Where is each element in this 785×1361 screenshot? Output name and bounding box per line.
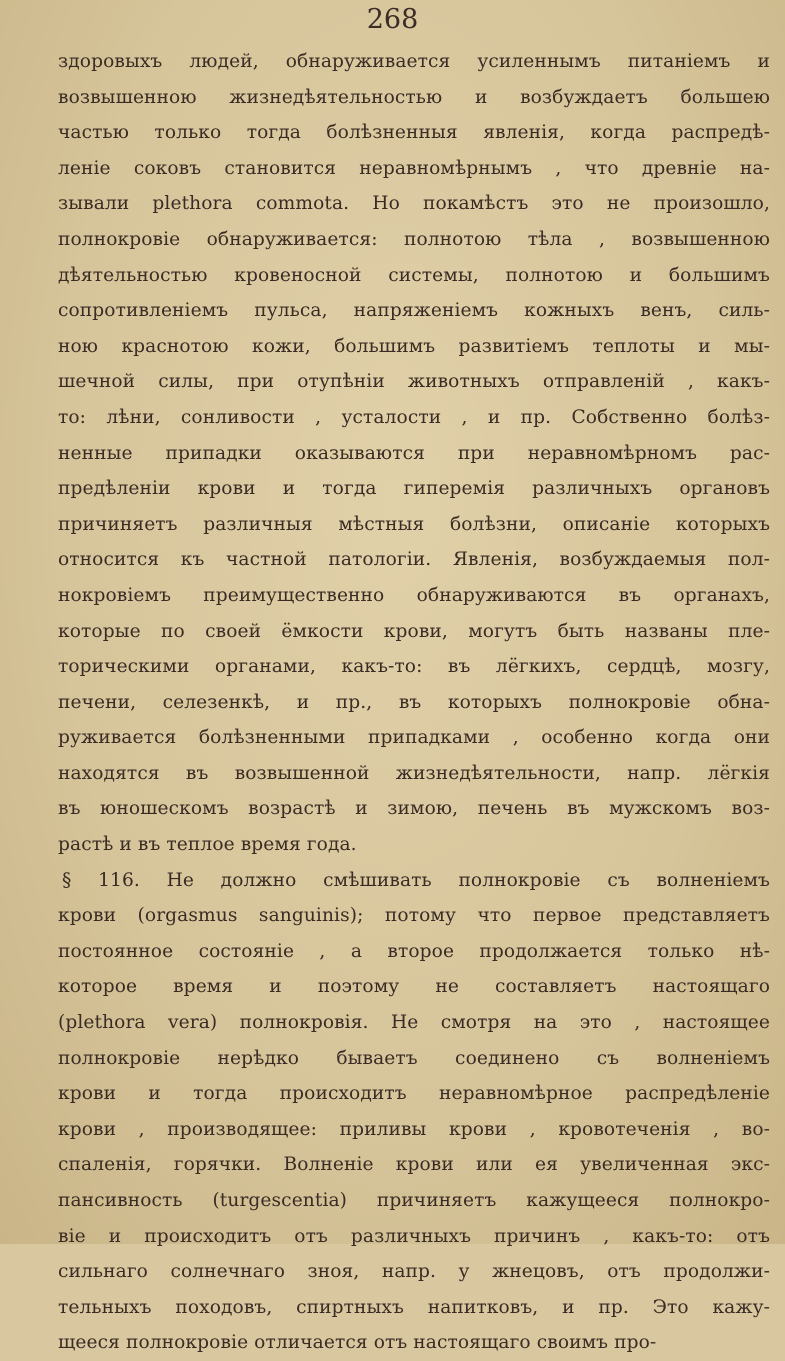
text-line: вiе и происходитъ отъ различныхъ причинъ , какъ-то: отъ [58,1225,770,1247]
text-line: печени, селезенкѣ, и пр., въ которыхъ полнокровiе обна- [58,691,770,713]
text-line: крови , производящее: приливы крови , кровотеченiя , во- [58,1118,770,1140]
text-line: руживается болѣзненными припадками , особенно когда они [58,727,770,749]
text-line: находятся въ возвышенной жизнедѣятельности, напр. лёгкiя [58,762,770,784]
text-line: сильнаго солнечнаго зноя, напр. у жнецовъ, отъ продолжи- [58,1261,770,1283]
text-line: въ юношескомъ возрастѣ и зимою, печень въ мужскомъ воз- [58,798,770,820]
text-line: § 116. Не должно смѣшивать полнокровiе съ волненiемъ [62,869,770,891]
text-line: шечной силы, при отупѣнiи животныхъ отправленiй , какъ- [58,371,770,393]
text-line: ленiе соковъ становится неравномѣрнымъ , что древнiе на- [58,157,770,179]
text-line: постоянное состоянiе , а второе продолжается только нѣ- [58,940,770,962]
text-line: щееся полнокровiе отличается отъ настоящаго своимъ про- [58,1332,657,1354]
text-line: которые по своей ёмкости крови, могутъ быть названы пле- [58,620,770,642]
text-line: крови (orgasmus sanguinis); потому что первое представляетъ [58,905,770,927]
text-line: торическими органами, какъ-то: въ лёгкихъ, сердцѣ, мозгу, [58,656,770,678]
text-line: здоровыхъ людей, обнаруживается усиленнымъ питанiемъ и [58,51,770,72]
text-line: тельныхъ походовъ, спиртныхъ напитковъ, и пр. Это кажу- [58,1296,770,1318]
text-line: крови и тогда происходитъ неравномѣрное распредѣленiе [58,1083,770,1105]
text-line: нокровiемъ преимущественно обнаруживаются въ органахъ, [58,584,770,606]
page-number: 268 [366,4,419,35]
text-line: относится къ частной патологiи. Явленiя, возбуждаемыя пол- [58,549,770,571]
text-line: возвышенною жизнедѣятельностью и возбуждаетъ большею [58,86,770,108]
text-line: причиняетъ различныя мѣстныя болѣзни, описанiе которыхъ [58,513,770,535]
text-line: полнокровiе обнаруживается: полнотою тѣла , возвышенною [58,228,770,250]
text-line: ненные припадки оказываются при неравномѣрномъ рас- [58,442,770,464]
text-line: растѣ и въ теплое время года. [58,834,357,856]
text-line: спаленiя, горячки. Волненiе крови или ея увеличенная экс- [58,1154,770,1176]
text-line: пансивность (turgescentia) причиняетъ кажущееся полнокро- [58,1190,770,1211]
body-text [58,44,770,1361]
text-line: зывали plethora commota. Но покамѣстъ это не произошло, [58,193,770,215]
text-line: (plethora vera) полнокровiя. Не смотря на это , настоящее [58,1012,770,1034]
text-line: предѣленiи крови и тогда гиперемiя различныхъ органовъ [58,478,770,500]
text-line: частью только тогда болѣзненныя явленiя, когда распредѣ- [58,122,770,144]
text-line: полнокровiе нерѣдко бываетъ соединено съ волненiемъ [58,1047,770,1069]
text-line: сопротивленiемъ пульса, напряженiемъ кожныхъ венъ, силь- [58,300,770,322]
text-line: то: лѣни, сонливости , усталости , и пр. Собственно болѣз- [58,406,770,428]
text-line: дѣятельностью кровеносной системы, полнотою и большимъ [58,264,770,286]
text-line: которое время и поэтому не составляетъ настоящаго [58,976,770,998]
text-line: ною краснотою кожи, большимъ развитiемъ теплоты и мы- [58,335,770,357]
